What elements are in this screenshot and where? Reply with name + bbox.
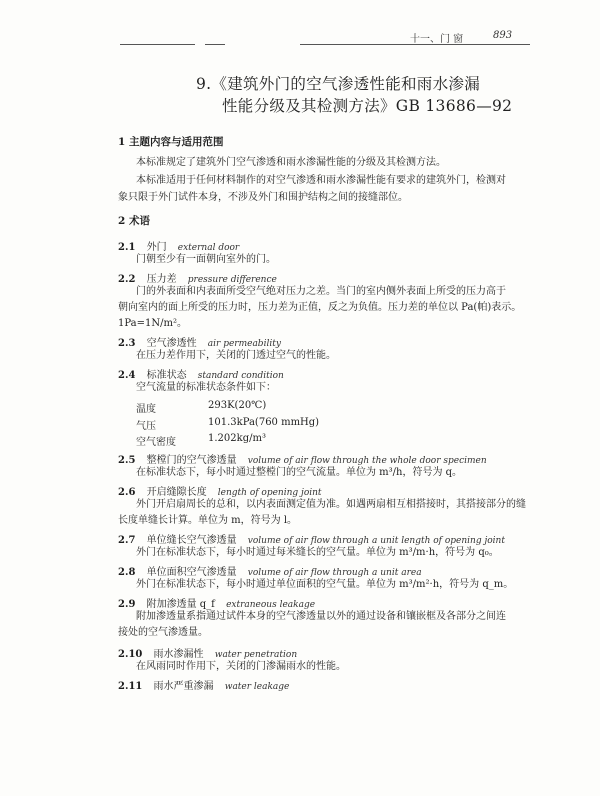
term-heading [118, 334, 281, 349]
term-number: 2.10 [118, 649, 143, 660]
term-number: 2.2 [118, 274, 136, 285]
term-en: standard condition [197, 371, 284, 381]
term-heading [118, 483, 322, 498]
term-en: extraneous leakage [226, 600, 316, 610]
table-row-label: 温度 [136, 404, 156, 415]
term-en: pressure difference [187, 275, 277, 285]
page-number: 893 [493, 30, 513, 41]
term-number: 2.5 [118, 455, 136, 466]
term-en: water penetration [214, 650, 298, 660]
term-definition: 在压力差作用下，关闭的门透过空气的性能。 [136, 350, 336, 361]
term-zh: 雨水渗漏性 [153, 649, 204, 660]
document-title-line2: 性能分级及其检测方法》GB 13686—92 [222, 97, 513, 115]
term-definition: 朝向室内的面上所受的压力时，压力差为正值，反之为负值。压力差的单位以 Pa(帕)表示。 [118, 302, 522, 313]
term-definition: 在风雨同时作用下，关闭的门渗漏雨水的性能。 [136, 661, 346, 672]
term-definition: 接处的空气渗透量。 [118, 627, 208, 638]
term-number: 2.11 [118, 681, 143, 692]
table-row-label: 气压 [136, 421, 156, 432]
term-definition: 长度单缝长计算。单位为 m，符号为 l。 [118, 515, 298, 526]
term-heading [118, 563, 422, 578]
term-heading [118, 366, 284, 381]
term-heading [118, 531, 505, 546]
term-en: air permeability [207, 339, 281, 349]
term-heading [118, 451, 487, 466]
body-paragraph: 本标准规定了建筑外门空气渗透和雨水渗漏性能的分级及其检测方法。 [136, 157, 446, 168]
term-en: volume of air flow through the whole door specimen [247, 456, 487, 466]
term-zh: 开启缝隙长度 [146, 487, 207, 498]
term-number: 2.1 [118, 242, 136, 253]
term-zh: 单位缝长空气渗透量 [146, 535, 237, 546]
term-en: volume of air flow through a unit area [247, 568, 422, 578]
term-number: 2.4 [118, 370, 136, 381]
term-definition: 外门在标准状态下，每小时通过每米缝长的空气量。单位为 m³/m·h，符号为 q₀。 [136, 547, 499, 558]
term-definition: 门朝至少有一面朝向室外的门。 [136, 254, 276, 265]
table-row-value: 293K(20℃) [208, 400, 267, 411]
term-number: 2.8 [118, 567, 136, 578]
body-paragraph: 本标准适用于任何材料制作的对空气渗透和雨水渗漏性能有要求的建筑外门，检测对 [136, 175, 506, 186]
section-heading: 2 术语 [118, 215, 150, 227]
term-zh: 整樘门的空气渗透量 [146, 455, 237, 466]
term-heading [118, 270, 277, 285]
term-en: volume of air flow through a unit length of opening joint [247, 536, 505, 546]
term-number: 2.3 [118, 338, 136, 349]
term-number: 2.6 [118, 487, 136, 498]
term-heading [118, 238, 239, 253]
term-definition: 附加渗透量系指通过试件本身的空气渗透量以外的通过设备和镶嵌框及各部分之间连 [136, 611, 506, 622]
header-rule-mid [205, 44, 225, 45]
term-zh: 单位面积空气渗透量 [146, 567, 237, 578]
term-zh: 雨水严重渗漏 [153, 681, 214, 692]
term-number: 2.7 [118, 535, 136, 546]
term-definition: 外门在标准状态下，每小时通过单位面积的空气量。单位为 m³/m²·h，符号为 q_m。 [136, 579, 514, 590]
term-definition: 1Pa=1N/m²。 [118, 318, 187, 329]
table-row-value: 1.202kg/m³ [208, 433, 266, 444]
term-zh: 外门 [146, 242, 167, 253]
header-section-label: 十一、门 窗 [410, 34, 464, 45]
table-row-label: 空气密度 [136, 437, 176, 448]
term-zh: 压力差 [146, 274, 177, 285]
term-heading [118, 677, 289, 692]
term-definition: 在标准状态下，每小时通过整樘门的空气流量。单位为 m³/h，符号为 q。 [136, 467, 463, 478]
term-en: external door [177, 243, 240, 253]
term-en: water leakage [224, 682, 290, 692]
term-number: 2.9 [118, 599, 136, 610]
section-heading: 1 主题内容与适用范围 [118, 136, 224, 148]
term-zh: 附加渗透量 q_f [146, 599, 215, 610]
table-row-value: 101.3kPa(760 mmHg) [208, 417, 320, 428]
term-heading [118, 595, 315, 610]
document-title-line1: 9.《建筑外门的空气渗透性能和雨水渗漏 [196, 75, 480, 93]
term-definition: 外门开启扇周长的总和，以内表面测定值为准。如遇两扇相互相搭接时，其搭接部分的缝 [136, 499, 526, 510]
term-heading [118, 645, 297, 660]
term-definition: 空气流量的标准状态条件如下： [136, 382, 276, 393]
term-zh: 空气渗透性 [146, 338, 197, 349]
body-paragraph: 象只限于外门试件本身，不涉及外门和围护结构之间的接缝部位。 [118, 192, 408, 203]
term-en: length of opening joint [217, 488, 322, 498]
term-definition: 门的外表面和内表面所受空气绝对压力之差。当门的室内侧外表面上所受的压力高于 [136, 286, 506, 297]
header-rule-left [120, 44, 195, 45]
term-zh: 标准状态 [146, 370, 187, 381]
